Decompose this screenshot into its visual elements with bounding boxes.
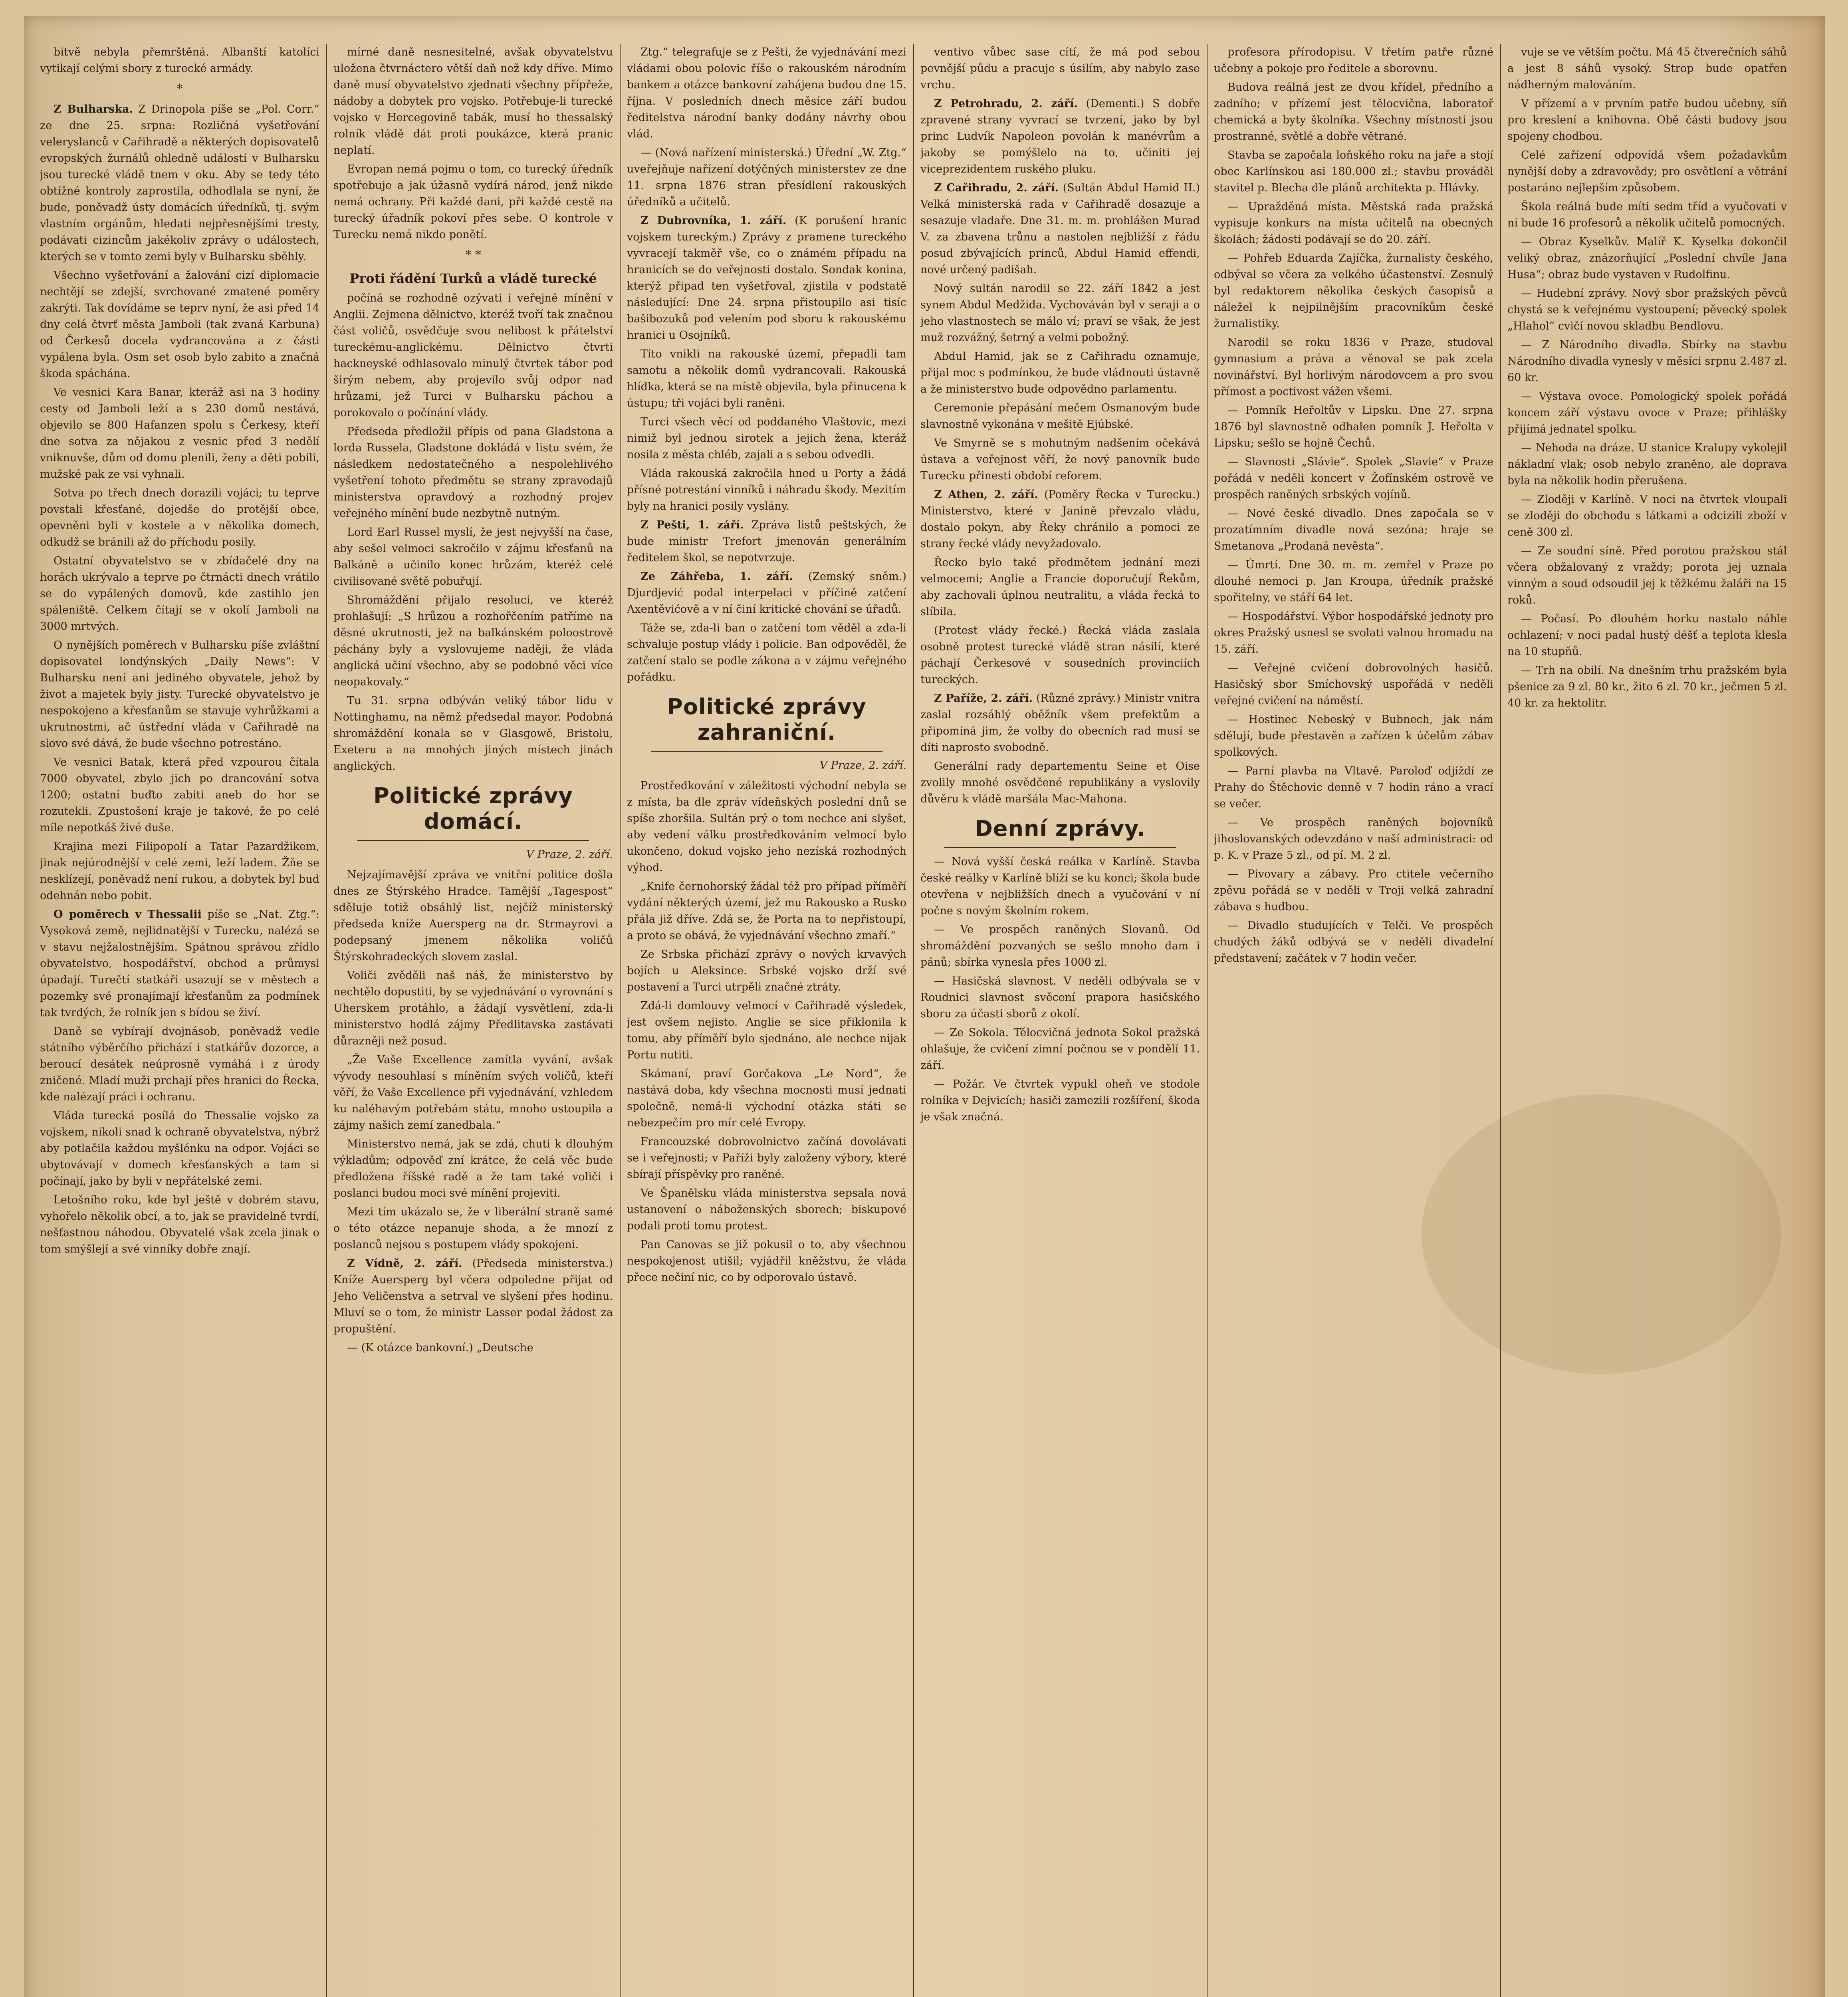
article-text: — Trh na obilí. Na dnešním trhu pražském byla pšenice za 9 zl. 80 kr., žito 6 zl. 70 kr., ječmen 5 zl. 40 kr. za hektolitr. bbox=[1507, 664, 1787, 709]
section-heading: Politické zprávy domácí. bbox=[373, 783, 573, 834]
article-text: — Veřejné cvičení dobrovolných hasičů. Hasičský sbor Smíchovský uspořádá v neděli veřejné cvičení na náměstí. bbox=[1214, 662, 1493, 707]
article-paragraph bbox=[1214, 660, 1493, 709]
article-dateline: O poměrech v Thessalii bbox=[54, 908, 202, 921]
article-paragraph bbox=[1507, 285, 1787, 334]
column-6 bbox=[1507, 44, 1787, 1997]
article-paragraph bbox=[1214, 147, 1493, 196]
column-rule bbox=[326, 44, 327, 1997]
article-dateline: Z Pešti, 1. září. bbox=[640, 519, 744, 531]
article-paragraph bbox=[333, 967, 613, 1049]
article-paragraph bbox=[920, 180, 1200, 278]
article-paragraph bbox=[40, 553, 319, 635]
article-paragraph bbox=[333, 1255, 613, 1337]
article-text: Ceremonie přepásání mečem Osmanovým bude slavnostně vykonána v mešitě Ejúbské. bbox=[920, 402, 1200, 431]
article-text: — Z Národního divadla. Sbírky na stavbu Národního divadla vynesly v měsíci srpnu 2.487 zl. 60 kr. bbox=[1507, 339, 1787, 384]
article-text: (K porušení hranic vojskem tureckým.) Zprávy z pramene tureckého vyvracejí takměř vše, co o známém případu na hranicích se do veřejnosti dostalo. Sondak konina, kterýž připad ten vyšetřoval, zjistila v podstatě následující: Dne 24. srpna přistoupilo asi tisíc bašibozuků pod velením pod sboru k rakouskému hranici u Osojníků. bbox=[627, 214, 906, 341]
article-text: Prostředkování v záležitosti východní nebyla se z místa, ba dle zpráv vídeňských poslední dnů se spíše zhoršila. Sultán prý o tom nechce ani slyšet, aby vedení válku prostředkováním velmocí bylo ukončeno, dokud vojsko jeho nezíská rozhodných výhod. bbox=[627, 780, 906, 874]
article-paragraph bbox=[333, 161, 613, 243]
column-rule bbox=[913, 44, 914, 1997]
article-paragraph bbox=[920, 854, 1200, 919]
article-text: Ostatní obyvatelstvo se v zbídačelé dny na horách ukrývalo a teprve po čtrnácti dnech vrátilo se do vypálených domovů, kde zastihlo jen spáleniště. Celkem čítají se v okolí Jamboli na 3000 mrtvých. bbox=[40, 555, 319, 633]
article-paragraph bbox=[333, 592, 613, 690]
article-paragraph bbox=[1507, 147, 1787, 196]
article-paragraph bbox=[1507, 234, 1787, 283]
article-paragraph bbox=[920, 435, 1200, 484]
article-text: Stavba se započala loňského roku na jaře a stojí obec Karlínskou asi 180.000 zl.; stavbu prováděl stavitel p. Blecha dle plánů architekta p. Hlávky. bbox=[1214, 149, 1493, 194]
article-paragraph bbox=[333, 44, 613, 159]
article-paragraph bbox=[1507, 95, 1787, 145]
article-text: — Zloději v Karlíně. V noci na čtvrtek vloupali se zloději do obchodu s látkami a odcizili zboží v ceně 300 zl. bbox=[1507, 493, 1787, 538]
article-paragraph bbox=[1214, 917, 1493, 967]
article-text: Z Drinopola píše se „Pol. Corr.“ ze dne 25. srpna: Rozličná vyšetřování veleryslanců v Cařihradě a některých dopisovatelů evropských žurnálů ohledně událostí v Bulharsku jsou turecké vládě tnem v oku. Aby se tedy této obtížné kontroly zaprostila, odhodlala se nyní, že bude, poněvadž ústy domácích úředníků, tj. svým vlastním orgánům, hledati nejpřesnějšími tresty, podávati cizincům jakékoliv zprávy o událostech, kterých se v tomto zemi byly v Bulharsku sběhly. bbox=[40, 103, 319, 263]
article-paragraph bbox=[920, 921, 1200, 971]
article-text: Lord Earl Russel myslí, že jest nejvyšší na čase, aby sešel velmoci sakročilo v zájmu křesťanů na Balkáně a učinilo konec hrůzám, kteréž celé civilisované světě pobuřují. bbox=[333, 526, 613, 588]
article-text: — Nehoda na dráze. U stanice Kralupy vykolejil nákladní vlak; osob nebylo zraněno, ale doprava byla na několik hodin přerušena. bbox=[1507, 442, 1787, 487]
article-text: — Ve prospěch raněných bojovníků jihoslovanských odevzdáno v naší administraci: od p. K. v Praze 5 zl., od pí. M. 2 zl. bbox=[1214, 816, 1493, 862]
article-paragraph bbox=[1214, 711, 1493, 760]
article-dateline: Z Vídně, 2. září. bbox=[347, 1257, 462, 1270]
heading-divider bbox=[357, 840, 589, 841]
article-paragraph bbox=[1214, 505, 1493, 554]
article-text: — Hudební zprávy. Nový sbor pražských pěvců chystá se k veřejnému vystoupení; pěvecký spolek „Hlahol“ cvičí novou skladbu Bendlovu. bbox=[1507, 287, 1787, 332]
article-text: Ministerstvo nemá, jak se zdá, chuti k dlouhým výkladům; odpověď zní krátce, že celá věc bude předložena říšské radě a že tam také voliči i poslanci budou moci své mínění projeviti. bbox=[333, 1138, 613, 1199]
article-paragraph bbox=[40, 101, 319, 265]
article-paragraph bbox=[627, 568, 906, 617]
article-paragraph bbox=[1214, 814, 1493, 864]
article-paragraph bbox=[627, 145, 906, 210]
article-text: — (K otázce bankovní.) „Deutsche bbox=[347, 1342, 533, 1354]
article-paragraph bbox=[1214, 250, 1493, 332]
article-paragraph bbox=[627, 1237, 906, 1286]
article-text: Francouzské dobrovolnictvo začíná dovolávati se i veřejnosti; v Paříži byly založeny výbory, které sbírají příspěvky pro raněné. bbox=[627, 1135, 906, 1181]
column-2 bbox=[333, 44, 613, 1997]
article-paragraph bbox=[627, 1066, 906, 1131]
article-text: — Počasí. Po dlouhém horku nastalo náhle ochlazení; v noci padal hustý déšť a teplota klesla na 10 stupňů. bbox=[1507, 613, 1787, 658]
article-text: (Protest vlády řecké.) Řecká vláda zaslala osobně protest turecké vládě stran násilí, které páchají Čerkesové v sousedních provinciích tureckých. bbox=[920, 624, 1200, 686]
article-paragraph bbox=[1214, 44, 1493, 77]
article-paragraph bbox=[920, 44, 1200, 93]
article-text: vuje se ve větším počtu. Má 45 čtverečních sáhů a jest 8 sáhů vysoký. Strop bude opatřen nádherným malováním. bbox=[1507, 46, 1787, 91]
article-paragraph bbox=[40, 384, 319, 482]
article-paragraph bbox=[333, 1340, 613, 1356]
article-text: (Sultán Abdul Hamid II.) Velká ministerská rada v Cařihradě dosazuje a sesazuje vladaře. Dne 31. m. m. prohlášen Murad V. za zbavena trůnu a nastolen nejbližší z řádu posud zbývajících princů, Abdul Hamid effendi, nové určený padišah. bbox=[920, 182, 1200, 276]
article-paragraph bbox=[1214, 866, 1493, 915]
article-text: Předseda předložil přípis od pana Gladstona a lorda Russela, Gladstone dokládá v listu svém, že následkem nedostatečného a nespolehlivého vyšetření tohoto předmětu se strany zpravodajů ministerstva opravdový a rozhodný projev veřejného mínění bude nezbytně nutným. bbox=[333, 425, 613, 520]
article-paragraph bbox=[1214, 763, 1493, 812]
article-paragraph bbox=[40, 838, 319, 904]
column-4 bbox=[920, 44, 1200, 1997]
article-paragraph bbox=[920, 486, 1200, 552]
article-paragraph bbox=[1214, 334, 1493, 400]
article-text: Abdul Hamid, jak se z Cařihradu oznamuje, přijal moc s podmínkou, že bude vládnouti ústavně a že ministerstvo bude odpovědno parlamentu. bbox=[920, 350, 1200, 395]
article-text: — (Nová nařízení ministerská.) Úřední „W. Ztg.“ uveřejňuje nařízení dotýčných ministerstev ze dne 11. srpna 1876 stran přesídlení rakouských úředníků a učitelů. bbox=[627, 147, 906, 208]
article-paragraph bbox=[627, 946, 906, 995]
article-text: Ve Smyrně se s mohutným nadšením očekává ústava a veřejnost věří, že nový panovník bude Turecku přinesti období reforem. bbox=[920, 437, 1200, 482]
article-paragraph bbox=[1507, 543, 1787, 608]
article-paragraph bbox=[920, 973, 1200, 1022]
column-5 bbox=[1214, 44, 1493, 1997]
article-paragraph bbox=[40, 637, 319, 752]
article-paragraph bbox=[333, 1204, 613, 1253]
article-text: Turci všech věcí od poddaného Vlaštovic, mezi nimiž byl jednou sirotek a jejich žena, kteráž nosila z města chléb, zajali a s sebou odvedli. bbox=[627, 416, 906, 461]
article-text: Škola reálná bude míti sedm tříd a vyučovati v ní bude 16 profesorů a několik učitelů pomocných. bbox=[1507, 200, 1787, 229]
article-text: Budova reálná jest ze dvou křídel, předního a zadního; v přízemí jest tělocvična, laboratoř chemická a byty školníka. Všechny místnosti jsou prostranné, světlé a dobře větrané. bbox=[1214, 81, 1493, 143]
column-rule bbox=[1500, 44, 1501, 1997]
article-text: Nejzajímavější zpráva ve vnitřní politice došla dnes ze Štýrského Hradce. Tamější „Tagespost“ sděluje totiž obsáhlý list, nejčíž ministerský předseda kníže Auersperg na dr. Strmayrovi a podepsaný jmenem několika voličů Štýrskohradeckých slovem zaslal. bbox=[333, 869, 613, 963]
article-separator: * bbox=[176, 82, 183, 96]
article-text: — Pomník Heřoltův v Lipsku. Dne 27. srpna 1876 byl slavnostně odhalen pomník J. Heřolta v Lipsku; sešlo se hojně Čechů. bbox=[1214, 404, 1493, 449]
article-text: (Dementi.) S dobře zpravené strany vyvrací se tvrzení, jako by byl princ Ludvík Napoleon povolán k manévrům a jakoby se pomýšlelo na to, učiniti jej viceprezidentem ruského pluku. bbox=[920, 97, 1200, 175]
article-dateline: Ze Záhřeba, 1. září. bbox=[640, 570, 793, 583]
heading-divider bbox=[944, 847, 1176, 848]
article-text: Ztg.“ telegrafuje se z Pešti, že vyjednávání mezi vládami obou polovic říše o rakouském národním bankem a otázce bankovní zahájena budou dne 15. října. V posledních dnech měsíce září budou ředitelstva národní banky dodány návrhy obou vlád. bbox=[627, 46, 906, 140]
article-paragraph bbox=[333, 1136, 613, 1201]
article-paragraph bbox=[1214, 402, 1493, 451]
article-paragraph bbox=[920, 1076, 1200, 1125]
article-paragraph bbox=[1214, 454, 1493, 503]
article-text: „Že Vaše Excellence zamítla vyvání, avšak vývody nesouhlasí s míněním svých voličů, kteří věří, že Vaše Excellence při vyjednávání, vzhledem ku naléhavým potřebám státu, mnoho ustoupila a zájmy našich zemí zanedbala.“ bbox=[333, 1054, 613, 1132]
section-heading: Denní zprávy. bbox=[975, 816, 1146, 841]
article-text: — Slavnosti „Slávie“. Spolek „Slavie“ v Praze pořádá v neděli koncert v Žofínském ostrově ve prospěch raněných srbských vojínů. bbox=[1214, 456, 1493, 501]
article-text: mírné daně nesnesitelné, avšak obyvatelstvu uložena čtvrnáctero větší daň než kdy dříve. Mimo daně musí obyvatelstvo zjednati všechny přípřeže, nádoby a dobytek pro vojsko. Potřebuje-li turecké vojsko v Hercegovině tabák, musí ho thessalský rolník vládě dát proti poukázce, která pranic neplatí. bbox=[333, 46, 613, 157]
article-text: (Zemský sněm.) Djurdjević podal interpelaci v příčině zatčení Axentěvićově a v ní činí kritické chování se úřadů. bbox=[627, 570, 906, 615]
article-paragraph bbox=[627, 998, 906, 1063]
article-paragraph bbox=[333, 867, 613, 965]
article-paragraph bbox=[627, 778, 906, 876]
article-paragraph bbox=[627, 620, 906, 685]
article-text: Nový sultán narodil se 22. září 1842 a jest synem Abdul Medžida. Vychováván byl v seraji a o jeho vlastnostech se málo ví; praví se však, že jest muž rozvážný, šetrný a velmi pobožný. bbox=[920, 282, 1200, 344]
article-paragraph bbox=[1507, 662, 1787, 711]
article-text: Generální rady departementu Seine et Oise zvolily mnohé osvědčené republikány a vyslovily důvěru k vládě maršála Mac-Mahona. bbox=[920, 760, 1200, 805]
article-text: Skámaní, praví Gorčakova „Le Nord“, že nastává doba, kdy všechna mocnosti musí jednati společně, nemá-li východní otázka státi se nebezpečím pro mír celé Evropy. bbox=[627, 1068, 906, 1129]
article-text: Evropan nemá pojmu o tom, co turecký úředník spotřebuje a jak úžasně vydírá národ, jenž nikde nemá ochrany. Při každé dani, při každé cestě na turecký úřadník pokoví přes sebe. O kontrole v Turecku nemá nikdo ponětí. bbox=[333, 163, 613, 241]
article-paragraph bbox=[1507, 337, 1787, 386]
section-dateline: V Praze, 2. září. bbox=[819, 759, 906, 772]
article-text: Celé zařízení odpovídá všem požadavkům nynější doby a zdravovědy; pro osvětlení a větrání postaráno nejlepším způsobem. bbox=[1507, 149, 1787, 194]
article-text: Ze Srbska přichází zprávy o nových krvavých bojích u Aleksince. Srbské vojsko drží své postavení a Turci utrpěli značné ztráty. bbox=[627, 948, 906, 993]
article-text: profesora přírodopisu. V třetím patře různé učebny a pokoje pro ředitele a sborovnu. bbox=[1214, 46, 1493, 75]
article-paragraph bbox=[627, 212, 906, 343]
article-text: „Knife černohorský žádal též pro případ příměří vydání některých území, jež mu Rakousko a Rusko přála již dříve. Zdá se, že Porta na to nepřistoupí, a proto se obává, že vyjednávání všechno zmaří.“ bbox=[627, 880, 906, 942]
article-text: — Pohřeb Eduarda Zajíčka, žurnalisty českého, odbýval se včera za velkého účastenství. Zesnulý byl redaktorem několika českých časopisů a náležel k nejpilnějším pracovníkům české žurnalistiky. bbox=[1214, 252, 1493, 330]
article-text: — Ze Sokola. Tělocvičná jednota Sokol pražská ohlašuje, že cvičení zimní počnou se v pondělí 11. září. bbox=[920, 1026, 1200, 1072]
article-paragraph bbox=[920, 400, 1200, 433]
article-text: — Divadlo studujících v Telči. Ve prospěch chudých žáků odbývá se v neděli divadelní představení; začátek v 7 hodin večer. bbox=[1214, 919, 1493, 965]
article-paragraph bbox=[1507, 440, 1787, 489]
article-text: — Nové české divadlo. Dnes započala se v prozatímním divadle nová sezóna; hraje se Smetanova „Prodaná nevěsta“. bbox=[1214, 507, 1493, 552]
article-text: Letošního roku, kde byl ještě v dobrém stavu, vyhořelo několik obcí, a to, jak se pravidelně tvrdí, nešťastnou náhodou. Obyvatelé však zcela jinak o tom smýšlejí a své vinníky dobře znají. bbox=[40, 1194, 319, 1255]
article-paragraph bbox=[627, 517, 906, 566]
article-dateline: Z Athen, 2. září. bbox=[934, 488, 1038, 501]
article-text: Ve vesnici Kara Banar, kteráž asi na 3 hodiny cesty od Jamboli leží a s 230 domů nestává, objevilo se 800 Hafanzen spolu s Čerkesy, kteří dne sotva za nějakou z vesnic před 3 nedělí vniknuvše, dům od domu plenili, ženy a děti pobili, mužské pak ze vsi vyhnali. bbox=[40, 386, 319, 480]
column-1 bbox=[40, 44, 319, 1997]
article-dateline: Z Paříže, 2. září. bbox=[934, 692, 1033, 705]
article-text: — Úmrtí. Dne 30. m. m. zemřel v Praze po dlouhé nemoci p. Jan Kroupa, úředník pražské spořitelny, ve stáří 64 let. bbox=[1214, 559, 1493, 604]
section-dateline: V Praze, 2. září. bbox=[526, 848, 613, 861]
article-paragraph bbox=[40, 44, 319, 77]
article-paragraph bbox=[920, 95, 1200, 177]
column-3 bbox=[627, 44, 906, 1997]
article-text: Krajina mezi Filipopolí a Tatar Pazardžikem, jinak nejúrodnější v celé zemi, leží ladem. Žňe se nesklízejí, poněvadž není rukou, a dobytek byl buď odehnán nebo pobit. bbox=[40, 840, 319, 902]
article-paragraph bbox=[627, 44, 906, 142]
article-paragraph bbox=[1507, 491, 1787, 540]
article-text: Shromáždění přijalo resoluci, ve kteréž prohlašují: „S hrůzou a rozhořčením patříme na děsné ukrutnosti, jež na balkánském poloostrově páchány byly a vyslovujeme naději, že vláda anglická učiní všechno, aby se podobné věci více neopakovaly.“ bbox=[333, 594, 613, 688]
article-text: Táže se, zda-li ban o zatčení tom věděl a zda-li schvaluje postup vlády i policie. Ban odpověděl, že zatčení stalo se podle zákona a v zájmu veřejného pořádku. bbox=[627, 622, 906, 683]
article-text: Voliči zvěděli naš náš, že ministerstvo by nechtělo dopustiti, by se vyjednávání o vyrovnání s Uherskem protáhlo, a žádají vysvětlení, zda-li ministerstvo hodlá zájmy Předlitavska zastávati důrazněji než posud. bbox=[333, 969, 613, 1047]
article-text: V přízemí a v prvním patře budou učebny, síň pro kreslení a knihovna. Obě části budovy jsou spojeny chodbou. bbox=[1507, 97, 1787, 143]
article-dateline: Z Cařihradu, 2. září. bbox=[934, 182, 1059, 194]
article-text: — Hospodářství. Výbor hospodářské jednoty pro okres Pražský usnesl se svolati valnou hromadu na 15. září. bbox=[1214, 610, 1493, 655]
article-paragraph bbox=[920, 1024, 1200, 1074]
article-text: — Požár. Ve čtvrtek vypukl oheň ve stodole rolníka v Dejvicích; hasiči zamezili rozšíření, škoda je však značná. bbox=[920, 1078, 1200, 1123]
article-paragraph bbox=[920, 622, 1200, 688]
article-paragraph bbox=[920, 280, 1200, 346]
column-rule bbox=[620, 44, 621, 1997]
section-heading: Politické zprávy zahraniční. bbox=[667, 694, 866, 745]
article-paragraph bbox=[1507, 44, 1787, 93]
article-paragraph bbox=[40, 1192, 319, 1257]
article-text: Ve vesnici Batak, která před vzpourou čítala 7000 obyvatel, zbylo jich po drancování sotva 1200; ostatní buďto zabiti aneb do hor se rozutekli. Zpustošení kraje je takové, že po celé míle nepotkáš živé duše. bbox=[40, 756, 319, 834]
article-paragraph bbox=[1214, 557, 1493, 606]
article-paragraph bbox=[1214, 608, 1493, 657]
article-text: bitvě nebyla přemrštěná. Albanští katolíci vytikají celými sbory z turecké armády. bbox=[40, 46, 319, 75]
article-text: Narodil se roku 1836 v Praze, studoval gymnasium a práva a věnoval se pak zcela novinářství. Byl horlivým národovcem a pro svou přímost a poctivost vážen všemi. bbox=[1214, 336, 1493, 398]
heading-divider bbox=[651, 751, 882, 752]
article-paragraph bbox=[627, 465, 906, 514]
article-paragraph bbox=[627, 1133, 906, 1183]
article-paragraph bbox=[627, 346, 906, 411]
article-text: počíná se rozhodně ozývati i veřejné mínění v Anglii. Zejmena dělnictvo, kteréž tvoří tak značnou část voličů, osvědčuje svou nelibost k přátelství tureckému-anglickému. Dělnictvo čtvrti hackneyské odhlasovalo minulý čtvrtek tábor pod širým nebem, aby projevilo svůj odpor nad hrůzami, jež Turci v Bulharsku páchou a porokovalo o počínání vlády. bbox=[333, 292, 613, 419]
article-text: Mezi tím ukázalo se, že v liberální straně samé o této otázce nepanuje shoda, a že mnozí z poslanců nejsou s postupem vlády spokojeni. bbox=[333, 1206, 613, 1251]
article-text: — Parní plavba na Vltavě. Paroloď odjíždí ze Prahy do Štěchovic denně v 7 hodin ráno a vrací se večer. bbox=[1214, 765, 1493, 810]
article-text: Řecko bylo také předmětem jednání mezi velmocemi; Anglie a Francie doporučují Řekům, aby zachovali úplnou neutralitu, a vláda řecká to slíbila. bbox=[920, 556, 1200, 618]
article-text: Tito vnikli na rakouské území, přepadli tam samotu a několik domů vydrancovali. Rakouská hlídka, která se na místě objevila, byla přinucena k ústupu; tři vojáci byli raněni. bbox=[627, 348, 906, 409]
article-paragraph bbox=[1214, 79, 1493, 145]
article-paragraph bbox=[333, 1052, 613, 1133]
article-text: — Pivovary a zábavy. Pro ctitele večerního zpěvu pořádá se v neděli v Troji velká zahradní zábava s hudbou. bbox=[1214, 868, 1493, 913]
article-dateline: Z Bulharska. bbox=[54, 103, 133, 115]
article-paragraph bbox=[920, 554, 1200, 620]
article-text: (Předseda ministerstva.) Kníže Auersperg byl včera odpoledne přijat od Jeho Veličenstva a setrval ve slyšení přes hodinu. Mluví se o tom, že ministr Lasser podal žádost za propuštění. bbox=[333, 1257, 613, 1335]
article-text: Zdá-li domlouvy velmocí v Cařihradě výsledek, jest ovšem nejisto. Anglie se sice přiklonila k tomu, aby příměří bylo sjednáno, ale nechce nijak Portu nutiti. bbox=[627, 1000, 906, 1061]
article-text: — Výstava ovoce. Pomologický spolek pořádá koncem září výstavu ovoce v Praze; přihlášky přijímá jednatel spolku. bbox=[1507, 390, 1787, 435]
article-text: (Poměry Řecka v Turecku.) Ministerstvo, které v Janině převzalo vládu, dostalo pokyn, aby Řeky chránilo a pomoci ze strany řecké vlády nevyžadovalo. bbox=[920, 488, 1200, 550]
article-text: — Ze soudní síně. Před porotou pražskou stál včera obžalovaný z vraždy; porota jej uznala vinným a soud odsoudil jej k těžkému žaláři na 15 roků. bbox=[1507, 545, 1787, 606]
article-paragraph bbox=[627, 878, 906, 944]
article-dateline: Z Dubrovníka, 1. září. bbox=[640, 214, 787, 227]
article-paragraph bbox=[1214, 199, 1493, 248]
article-paragraph bbox=[1507, 388, 1787, 437]
article-paragraph bbox=[1507, 199, 1787, 231]
article-text: Všechno vyšetřování a žalování cizí diplomacie nechtějí se zdejší, svrchované zmatené poměry zakrýti. Tak dovídáme se teprv nyní, že asi před 14 dny celá čtvrť města Jamboli (tak zvaná Karbuna) od Čerkesů docela vydrancována a z části vypálena byla. Osm set osob bylo zabito a značná škoda spáchána. bbox=[40, 269, 319, 380]
article-paragraph bbox=[1507, 611, 1787, 660]
article-text: Vláda rakouská zakročila hned u Porty a žádá přísné potrestání vinníků i náhradu škody. Mezitím byly na hranici posily vyslány. bbox=[627, 467, 906, 512]
article-text: ventivo vůbec sase cítí, že má pod sebou pevnější půdu a pracuje s úsilím, aby nabylo zase vrchu. bbox=[920, 46, 1200, 91]
article-paragraph bbox=[333, 290, 613, 421]
article-paragraph bbox=[920, 348, 1200, 397]
article-text: Sotva po třech dnech dorazili vojáci; tu teprve povstali křesťané, dojedše do protější obce, opevněni byli v kostele a v několika domech, odkudž se bránili až do příchodu posily. bbox=[40, 487, 319, 548]
article-text: píše se „Nat. Ztg.“: Vysoková země, nejlidnatější v Turecku, nalézá se v stavu nejžalostnějším. Spátnou správou zřídlo obyvatelstvo, hospodářství, obchod a průmysl úpadají. Turečtí statkáři usazují se v městech a pozemky své pronajímají křesťanům za podmínek tak tvrdých, že rolník jen s bídou se živí. bbox=[40, 908, 319, 1019]
article-paragraph bbox=[627, 1185, 906, 1234]
article-paragraph bbox=[920, 690, 1200, 756]
article-paragraph bbox=[333, 693, 613, 774]
article-text: Vláda turecká posílá do Thessalie vojsko za vojskem, nikoli snad k ochraně obyvatelstva, nýbrž aby potlačila každou myšlénku na odpor. Vojáci se ubytovávají v domech křesťanských a tam si počínají, jako by byli v nepřátelské zemi. bbox=[40, 1110, 319, 1187]
article-text: — Obraz Kyselkův. Malíř K. Kyselka dokončil veliký obraz, znázorňující „Poslední chvíle Jana Husa“; obraz bude vystaven v Rudolfinu. bbox=[1507, 236, 1787, 281]
article-subheading: Proti řádění Turků a vládě turecké bbox=[349, 271, 597, 286]
article-text: Zpráva listů peštských, že bude ministr Trefort jmenován generálním ředitelem škol, se nepotvrzuje. bbox=[627, 519, 906, 564]
article-text: — Hasičská slavnost. V neděli odbývala se v Roudnici slavnost svěcení prapora hasičského sboru za účasti sborů z okolí. bbox=[920, 975, 1200, 1020]
article-separator: * * bbox=[465, 248, 481, 262]
article-paragraph bbox=[40, 1108, 319, 1189]
article-text: O nynějších poměrech v Bulharsku píše zvláštní dopisovatel londýnských „Daily News“: V Bulharsku není ani jediného obyvatele, jehož by život a majetek byly jisty. Turecké obyvatelstvo je nespokojeno a křesťanům se stavuje vyhrůžkami a ukrutnostmi, ač ústřední vláda v Cařihradě na slovo své dává, že bude všechno potrestáno. bbox=[40, 639, 319, 750]
article-paragraph bbox=[40, 906, 319, 1021]
article-paragraph bbox=[40, 754, 319, 836]
article-text: — Ve prospěch raněných Slovanů. Od shromáždění pozvaných se sešlo mnoho dam i pánů; sbírka vynesla přes 1000 zl. bbox=[920, 923, 1200, 969]
article-paragraph bbox=[40, 267, 319, 382]
article-text: Daně se vybírají dvojnásob, poněvadž vedle státního výběrčího přichází i statkářův dozorce, a beroucí desátek neúprosně vymáhá i z úrody zničené. Mladí muži prchají přes hranici do Řecka, kde nalézají práci i ochranu. bbox=[40, 1025, 319, 1103]
newspaper-page bbox=[24, 16, 1825, 1997]
article-paragraph bbox=[40, 1023, 319, 1105]
article-text: Ve Španělsku vláda ministerstva sepsala nová ustanovení o náboženských sborech; biskupové podali proti tomu protest. bbox=[627, 1187, 906, 1232]
article-text: Tu 31. srpna odbýván veliký tábor lidu v Nottinghamu, na němž předsedal mayor. Podobná shromáždění konala se v Glasgowě, Bristolu, Exeteru a na mnohých jiných místech jinách anglických. bbox=[333, 695, 613, 772]
article-paragraph bbox=[333, 423, 613, 522]
article-paragraph bbox=[40, 485, 319, 550]
article-paragraph bbox=[920, 758, 1200, 807]
article-text: Pan Canovas se již pokusil o to, aby všechnou nespokojenost utišil; vyjádřil kněžstvu, že vláda přece nečiní nic, co by odporovalo ústavě. bbox=[627, 1239, 906, 1284]
article-text: (Různé zprávy.) Ministr vnitra zaslal rozsáhlý oběžník všem prefektům a připomíná jim, že volby do obecních rad musí se díti naprosto svobodně. bbox=[920, 692, 1200, 754]
column-rule bbox=[1207, 44, 1208, 1997]
article-text: — Upražděná místa. Městská rada pražská vypisuje konkurs na místa učitelů na obecných školách; žádosti podávají se do 20. září. bbox=[1214, 200, 1493, 246]
article-text: — Nová vyšší česká reálka v Karlíně. Stavba české reálky v Karlíně blíží se ku konci; škola bude otevřena v nejbližších dnech a vyučování v ní počne s novým školním rokem. bbox=[920, 856, 1200, 917]
article-paragraph bbox=[333, 524, 613, 590]
article-paragraph bbox=[627, 414, 906, 463]
article-dateline: Z Petrohradu, 2. září. bbox=[934, 97, 1078, 110]
article-text: — Hostinec Nebeský v Bubnech, jak nám sdělují, bude přestavěn a zařízen k účelům zábav spolkových. bbox=[1214, 713, 1493, 758]
